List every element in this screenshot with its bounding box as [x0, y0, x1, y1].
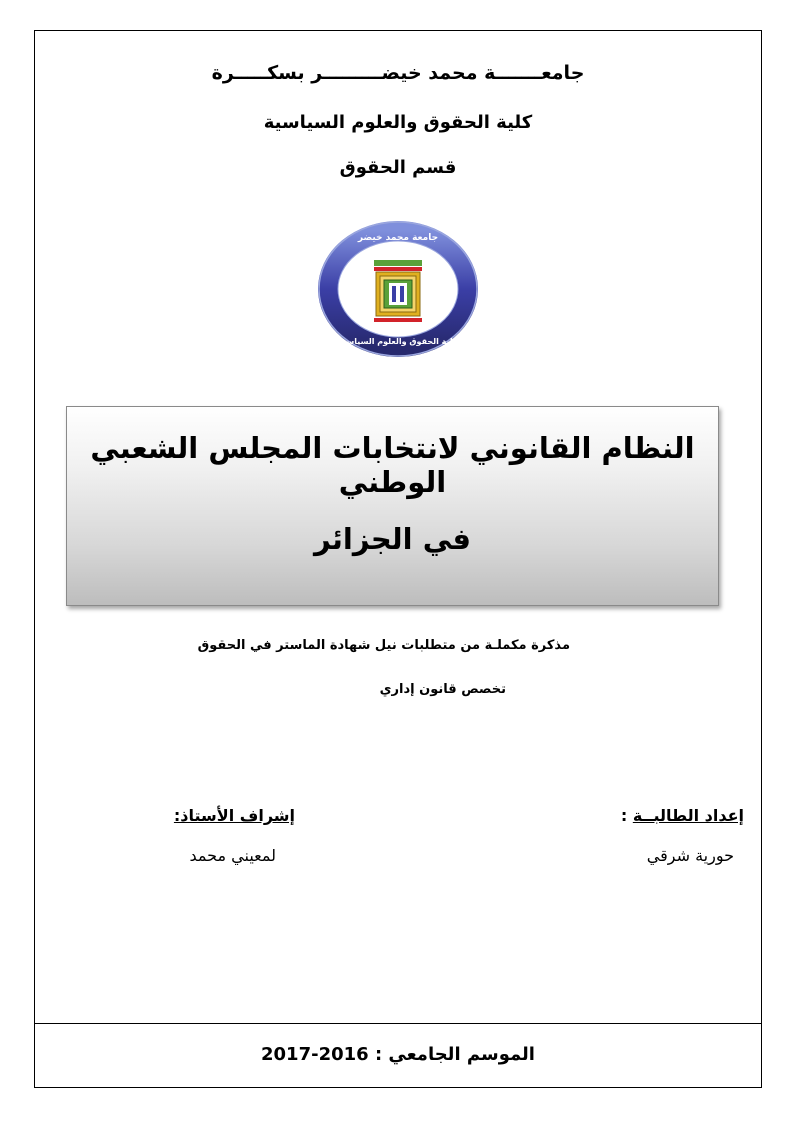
academic-year: الموسم الجامعي : 2016-2017 [261, 1044, 535, 1065]
department-name: قسم الحقوق [339, 157, 457, 178]
svg-text:كلية الحقوق والعلوم السياسية: كلية الحقوق والعلوم السياسية [338, 337, 458, 346]
supervisor-name: لمعيني محمد [189, 846, 276, 865]
memo-description: مذكرة مكملـة من متطلبات نيل شهادة الماستر في الحقوق [197, 638, 570, 653]
footer-divider [34, 1023, 762, 1024]
supervised-by-label: إشراف الأستاذ: [173, 806, 295, 825]
university-seal-icon [318, 214, 478, 364]
prepared-by-text: إعداد الطالبــة [632, 806, 744, 825]
svg-text:جامعة محمد خيضر: جامعة محمد خيضر [357, 233, 439, 243]
thesis-title-box [66, 406, 719, 606]
university-name: جامعـــــــة محمد خيضـــــــــر بسكـــــرة [211, 62, 585, 84]
student-name: حورية شرقي [646, 846, 734, 865]
prepared-by-colon: : [620, 806, 628, 825]
specialty: تخصص قانون إداري [379, 682, 506, 697]
faculty-name: كلية الحقوق والعلوم السياسية [263, 112, 533, 133]
prepared-by-label [621, 806, 744, 825]
thesis-title-line2: في الجزائر [313, 522, 472, 556]
thesis-title-line1: النظام القانوني لانتخابات المجلس الشعبي الوطني [90, 431, 695, 499]
